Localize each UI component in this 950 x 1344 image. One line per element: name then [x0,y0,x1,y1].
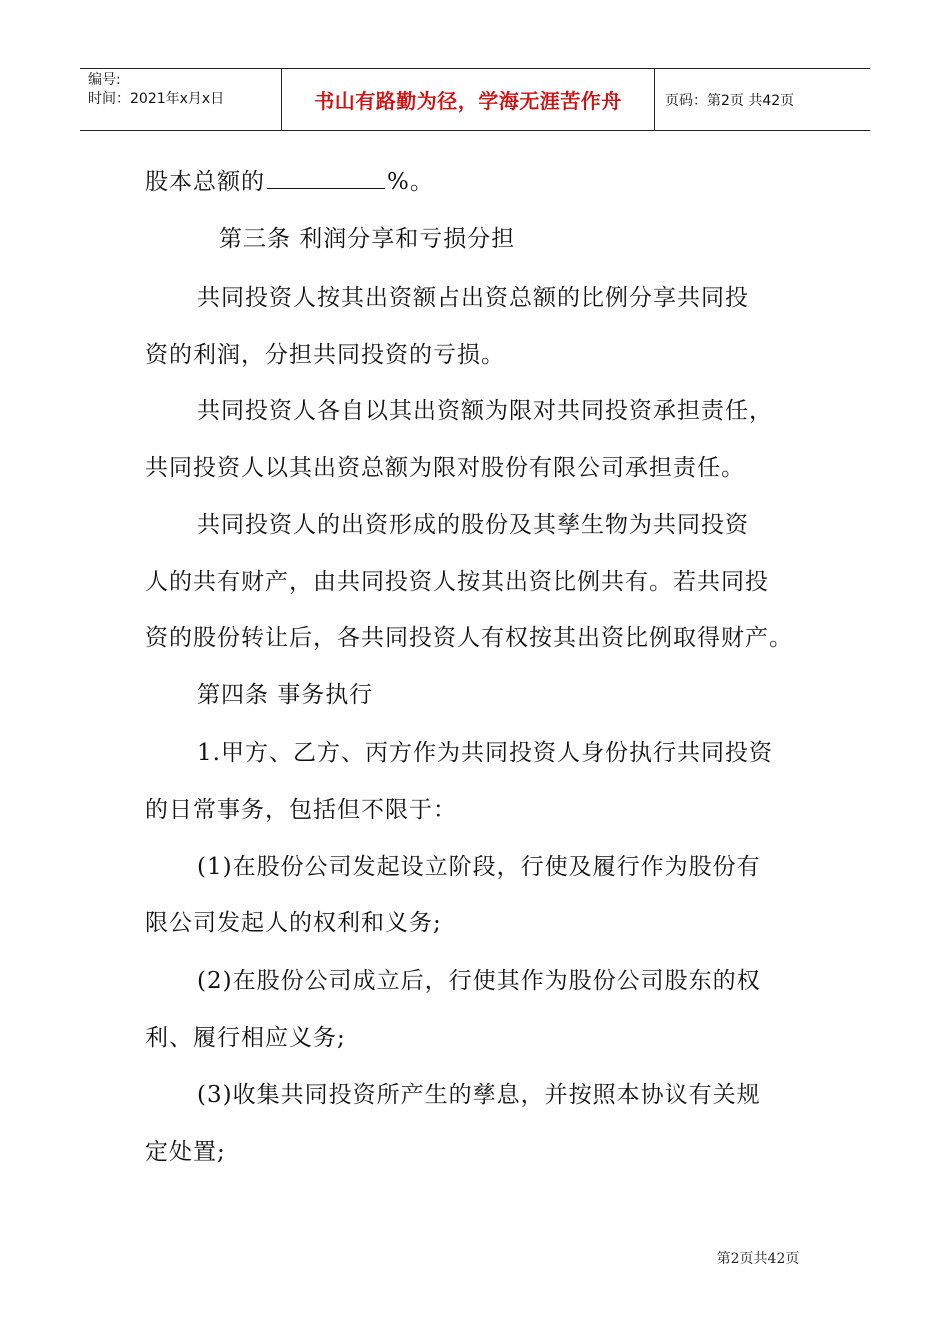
paragraph-line: 共同投资人按其出资额占出资总额的比例分享共同投 [197,285,749,311]
paragraph-line: 共同投资人的出资形成的股份及其孳生物为共同投资 [197,512,749,538]
header-meta [80,69,282,130]
paragraph-line: 限公司发起人的权利和义务; [145,910,442,936]
paragraph-line: 1.甲方、乙方、丙方作为共同投资人身份执行共同投资 [197,740,773,766]
article-3-heading: 第三条 利润分享和亏损分担 [219,226,516,252]
footer-page-number: 第2页共42页 [716,1251,800,1267]
article-4-heading: 第四条 事务执行 [197,682,374,708]
paragraph-line: (1)在股份公司发起设立阶段，行使及履行作为股份有 [197,854,761,880]
time-label: 时间：2021年x月x日 [88,91,225,107]
fill-in-blank [267,166,385,189]
body-line-1 [145,166,434,196]
paragraph-line: (3)收集共同投资所产生的孳息，并按照本协议有关规 [197,1082,761,1108]
paragraph-line: 利、履行相应义务; [145,1025,346,1051]
paragraph-line: 共同投资人各自以其出资额为限对共同投资承担责任， [197,398,773,424]
paragraph-line: 资的利润，分担共同投资的亏损。 [145,342,505,368]
header-page-info: 页码：第2页 共42页 [665,92,795,109]
number-label: 编号: [88,72,121,88]
paragraph-line: 共同投资人以其出资总额为限对股份有限公司承担责任。 [145,455,745,481]
header-motto: 书山有路勤为径，学海无涯苦作舟 [314,89,622,113]
page-footer [0,1248,950,1268]
line1-prefix: 股本总额的 [145,169,265,195]
paragraph-line: 定处置; [145,1139,226,1165]
line1-suffix: %。 [387,169,434,195]
document-header [80,68,870,131]
paragraph-line: 资的股份转让后，各共同投资人有权按其出资比例取得财产。 [145,625,793,651]
paragraph-line: (2)在股份公司成立后，行使其作为股份公司股东的权 [197,968,761,994]
paragraph-line: 人的共有财产，由共同投资人按其出资比例共有。若共同投 [145,569,769,595]
paragraph-line: 的日常事务，包括但不限于： [145,797,457,823]
header-motto-cell [282,69,655,130]
